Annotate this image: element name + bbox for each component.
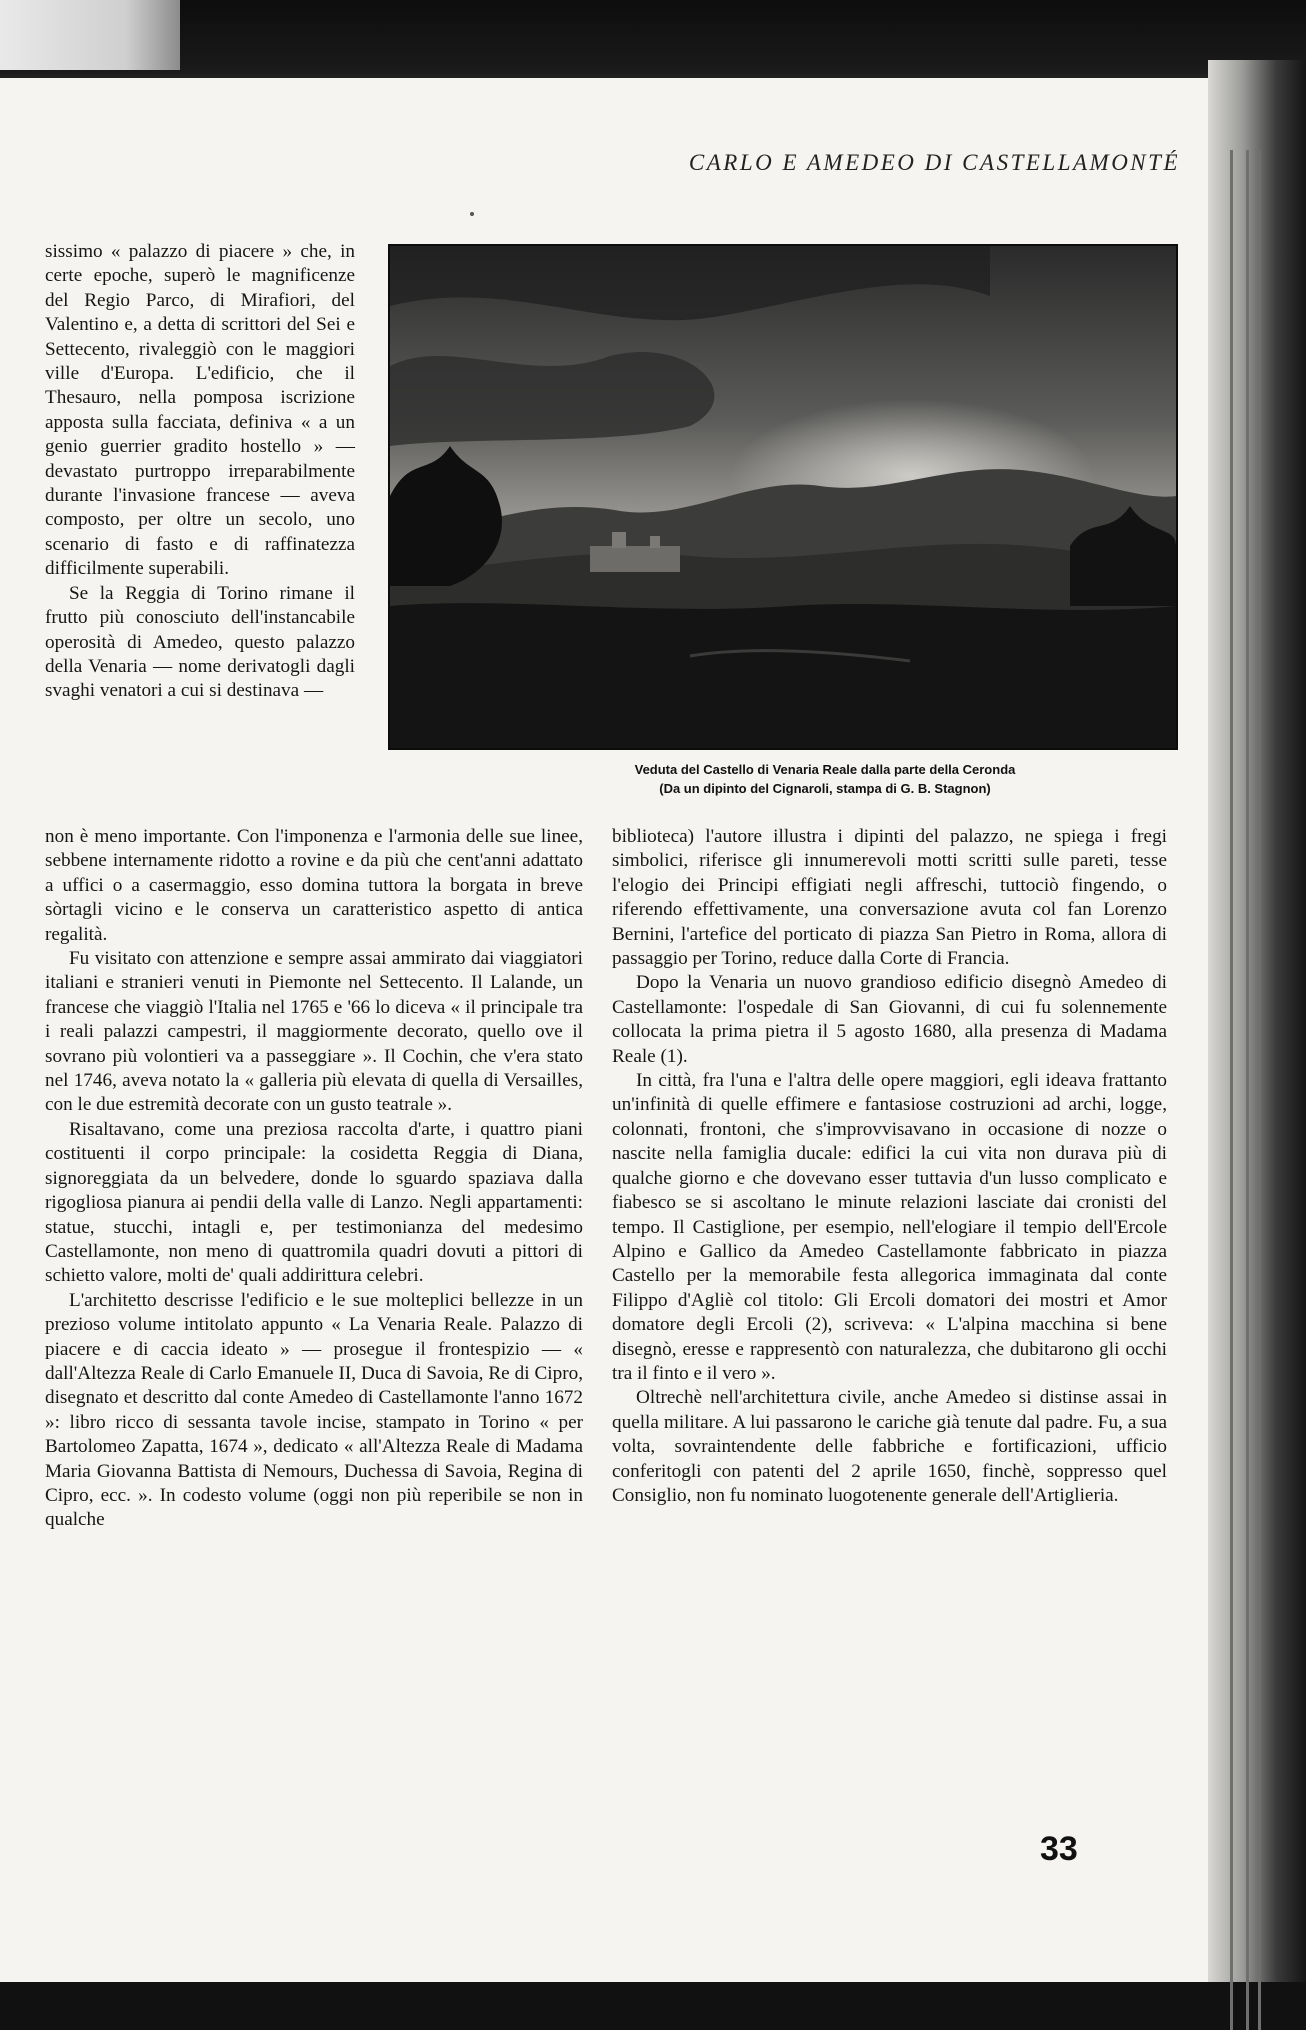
scan-light-corner <box>0 0 180 70</box>
right-column <box>612 825 1167 1508</box>
page-edge-line <box>1258 150 1261 2030</box>
left-column-top <box>45 240 355 704</box>
left-column-bottom <box>45 825 583 1533</box>
paragraph: biblioteca) l'autore illustra i dipinti del palazzo, ne spiega i fregi simbolici, riferisce gli innumerevoli motti scritti sulle pareti, tesse l'elogio dei Principi effigiati negli affreschi, tuttociò fingendo, o riferendo effettivamente, una conversazione avuta col fan Lorenzo Bernini, l'artefice del porticato di piazza San Pietro in Roma, allora di passaggio per Torino, reduce dalla Corte di Francia. <box>612 826 1167 970</box>
page-edge <box>1208 60 1306 1982</box>
paragraph: Fu visitato con attenzione e sempre assai ammirato dai viaggiatori italiani e stranieri venuti in Piemonte nel Settecento. Il Lalande, un francese che viaggiò l'Italia nel 1765 e '66 lo diceva « il principale tra i reali palazzi campestri, il maggiormente decorato, quello ove il sovrano più volontieri va a passeggiare ». Il Cochin, che v'era stato nel 1746, aveva notato la « galleria più elevata di quella di Versailles, con le due estremità decorate con un gusto teatrale ». <box>45 948 583 1116</box>
paragraph: Dopo la Venaria un nuovo grandioso edificio disegnò Amedeo di Castellamonte: l'ospedale di San Giovanni, di cui fu solennemente collocata la prima pietra il 5 agosto 1680, alla presenza di Madama Reale (1). <box>612 972 1167 1067</box>
castle-tower <box>612 532 626 548</box>
page-edge-line <box>1246 150 1249 2030</box>
caption-line: Veduta del Castello di Venaria Reale dalla parte della Ceronda <box>634 762 1016 777</box>
paragraph: non è meno importante. Con l'imponenza e l'armonia delle sue linee, sebbene internamente ridotto a rovine e da più che cent'anni adattato a uffici o a casermaggio, esso domina tuttora la borgata in breve sòrtagli vicino e le conserva un caratteristico aspetto di antica regalità. <box>45 826 583 945</box>
paragraph: L'architetto descrisse l'edificio e le sue molteplici bellezze in un prezioso volume intitolato appunto « La Venaria Reale. Palazzo di piacere e di caccia ideato » — prosegue il frontespizio — « dall'Altezza Reale di Carlo Emanuele II, Duca di Savoia, Re di Cipro, disegnato et descritto dal conte Amedeo di Castellamonte l'anno 1672 »: libro ricco di sessanta tavole incise, stampato in Torino « per Bartolomeo Zapatta, 1674 », dedicato « all'Altezza Reale di Madama Maria Giovanna Battista di Nemours, Duchessa di Savoia, Regina di Cipro, ecc. ». In codesto volume (oggi non più reperibile se non in qualche <box>45 1289 583 1531</box>
paragraph: Risaltavano, come una preziosa raccolta d'arte, i quattro piani costituenti il corpo principale: la cosidetta Reggia di Diana, signoreggiata da un belvedere, donde lo sguardo spaziava dalla rigogliosa pianura ai pendii della valle di Lanzo. Negli appartamenti: statue, stucchi, intagli e, per testimonianza del medesimo Castellamonte, non meno di quattromila quadri dovuti a pittori di schietto valore, molti de' quali addirittura celebri. <box>45 1118 583 1287</box>
paragraph: In città, fra l'una e l'altra delle opere maggiori, egli ideava frattanto un'infinità di quelle effimere e fantasiose costruzioni ad archi, logge, colonnati, frontoni, che s'improvvisavano in occasione di nozze o nascite nella famiglia ducale: edifici la cui vita non durava più di qualche giorno e che dovevano esser tuttavia d'un lusso complicato e fiabesco se si ascoltano le minute relazioni lasciate dai cronisti del tempo. Il Castiglione, per esempio, nell'elogiare il tempio dell'Ercole Alpino e Gallico da Amedeo Castellamonte fabbricato in piazza Castello per la memorabile festa allegorica immaginata dal conte Filippo d'Agliè col titolo: Gli Ercoli domatori dei mostri et Amor domatore degli Ercoli (2), scriveva: « L'alpina macchina si bene disegnò, eresse e rappresentò con naturalezza, che dubitarono gli occhi tra il finto e il vero ». <box>612 1070 1167 1384</box>
castle <box>590 546 680 572</box>
scan-dark-border <box>0 0 1306 88</box>
castle-tower <box>650 536 660 548</box>
venaria-painting <box>388 244 1178 750</box>
running-head: CARLO E AMEDEO DI CASTELLAMONTÉ <box>688 150 1180 175</box>
paragraph: sissimo « palazzo di piacere » che, in certe epoche, superò le magnificenze del Regio Parco, di Mirafiori, del Valentino e, a detta di scrittori del Sei e Settecento, rivaleggiò con le maggiori ville d'Europa. L'edificio, che il Thesauro, nella pomposa iscrizione apposta sulla facciata, definiva « a un genio guerrier gradito hostello » — devastato purtroppo irreparabilmente durante l'invasione francese — aveva composto, per oltre un secolo, uno scenario di fasto e di raffinatezza difficilmente superabili. <box>45 241 355 580</box>
paragraph: Se la Reggia di Torino rimane il frutto più conosciuto dell'instancabile operosità di Amedeo, questo palazzo della Venaria — nome derivatogli dagli svaghi venatori a cui si destinava — <box>45 582 355 702</box>
landscape-illustration <box>390 246 1176 748</box>
illustration-caption <box>470 760 1180 798</box>
ink-speck <box>470 212 474 216</box>
page-number: 33 <box>1040 1830 1078 1868</box>
page-edge-line <box>1230 150 1233 2030</box>
foreground <box>390 603 1176 748</box>
paragraph: Oltrechè nell'architettura civile, anche Amedeo si distinse assai in quella militare. A lui passarono le cariche già tenute dal padre. Fu, a sua volta, sovraintendente delle fabbriche e fortificazioni, ufficio conferitogli con patenti del 2 aprile 1650, finchè, soppresso quel Consiglio, non fu nominato luogotenente generale dell'Artiglieria. <box>612 1387 1167 1506</box>
caption-source: (Da un dipinto del Cignaroli, stampa di G. B. Stagnon) <box>659 781 991 796</box>
